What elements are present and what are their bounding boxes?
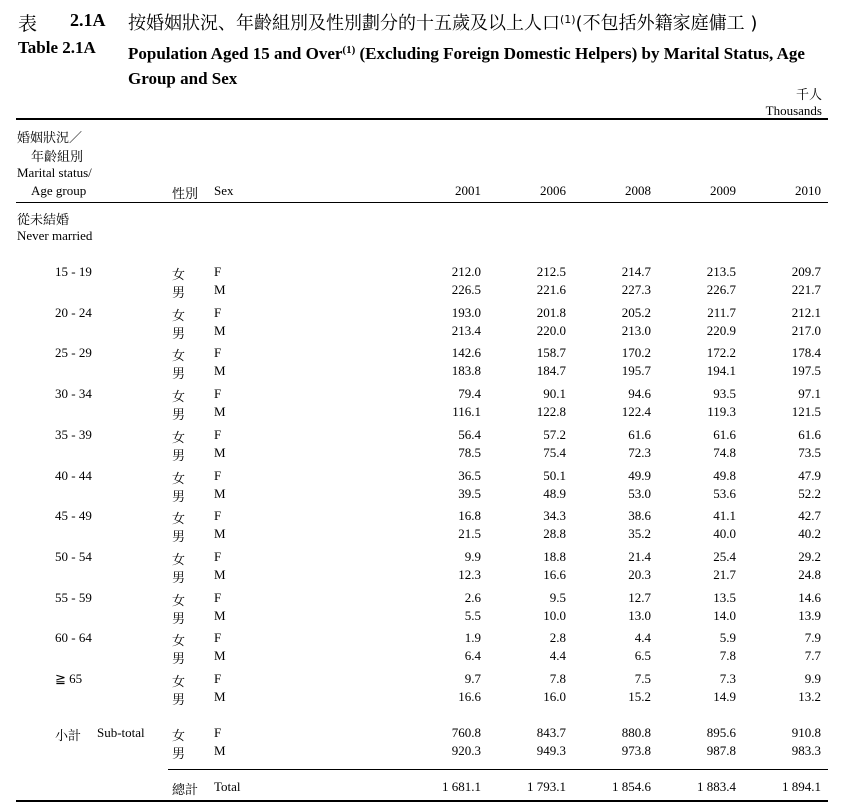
value-cell-f: 16.8 xyxy=(458,508,481,523)
age-group-label: 50 - 54 xyxy=(55,549,92,564)
value-cell-f: 212.5 xyxy=(536,264,566,279)
subtotal-sex-m-zh: 男 xyxy=(172,747,186,762)
sex-label-m-en: M xyxy=(214,363,226,378)
subtotal-value-m: 983.3 xyxy=(791,743,821,758)
subtotal-value-f: 880.8 xyxy=(621,725,651,740)
sex-label-f-zh: 女 xyxy=(172,390,186,405)
value-cell-f: 4.4 xyxy=(634,630,651,645)
value-cell-f: 211.7 xyxy=(707,305,736,320)
value-cell-m: 13.9 xyxy=(798,608,821,623)
sex-label-m-en: M xyxy=(214,648,226,663)
sex-label-f-en: F xyxy=(214,386,222,401)
value-cell-f: 38.6 xyxy=(628,508,651,523)
subtotal-value-f: 760.8 xyxy=(451,725,481,740)
value-cell-m: 5.5 xyxy=(464,608,481,623)
value-cell-m: 74.8 xyxy=(713,445,736,460)
table-title-zh xyxy=(128,9,757,35)
unit-label-en: Thousands xyxy=(765,103,822,118)
header-col1-en-b: Age group xyxy=(31,183,87,198)
year-header-2010: 2010 xyxy=(795,183,821,198)
value-cell-f: 56.4 xyxy=(458,427,481,442)
value-cell-m: 183.8 xyxy=(451,363,481,378)
total-rule xyxy=(168,769,828,770)
value-cell-m: 4.4 xyxy=(549,648,566,663)
sex-label-m-en: M xyxy=(214,404,226,419)
unit-label-zh: 千人 xyxy=(795,88,822,103)
value-cell-f: 14.6 xyxy=(798,590,821,605)
subtotal-value-m: 973.8 xyxy=(621,743,651,758)
table-number-zh: 2.1A xyxy=(70,10,106,30)
value-cell-f: 18.8 xyxy=(543,549,566,564)
value-cell-f: 41.1 xyxy=(713,508,736,523)
value-cell-f: 201.8 xyxy=(536,305,566,320)
value-cell-m: 78.5 xyxy=(458,445,481,460)
value-cell-m: 21.7 xyxy=(713,567,736,582)
subtotal-sex-f-en: F xyxy=(214,725,222,740)
value-cell-m: 40.0 xyxy=(713,526,736,541)
sex-label-m-en: M xyxy=(214,323,226,338)
value-cell-m: 53.6 xyxy=(713,486,736,501)
value-cell-m: 221.7 xyxy=(791,282,821,297)
value-cell-m: 213.0 xyxy=(621,323,651,338)
value-cell-m: 12.3 xyxy=(458,567,481,582)
value-cell-f: 93.5 xyxy=(713,386,736,401)
sex-label-m-en: M xyxy=(214,486,226,501)
sex-label-f-en: F xyxy=(214,590,222,605)
sex-label-f-en: F xyxy=(214,508,222,523)
sex-label-f-en: F xyxy=(214,468,222,483)
sex-label-f-zh: 女 xyxy=(172,512,186,527)
sex-label-m-en: M xyxy=(214,608,226,623)
sex-label-f-zh: 女 xyxy=(172,553,186,568)
sex-label-f-zh: 女 xyxy=(172,349,186,364)
value-cell-m: 194.1 xyxy=(706,363,736,378)
subtotal-value-f: 895.6 xyxy=(706,725,736,740)
table-title-en xyxy=(128,38,828,91)
note-ref-zh: (1) xyxy=(560,13,576,26)
value-cell-f: 50.1 xyxy=(543,468,566,483)
value-cell-m: 72.3 xyxy=(628,445,651,460)
value-cell-m: 221.6 xyxy=(536,282,566,297)
value-cell-m: 73.5 xyxy=(798,445,821,460)
value-cell-f: 49.8 xyxy=(713,468,736,483)
value-cell-f: 9.7 xyxy=(464,671,481,686)
value-cell-f: 172.2 xyxy=(706,345,736,360)
sex-label-m-zh: 男 xyxy=(172,367,186,382)
header-col1-zh-b: 年齡組別 xyxy=(31,150,84,165)
age-group-label: 45 - 49 xyxy=(55,508,92,523)
sex-label-m-zh: 男 xyxy=(172,490,186,505)
value-cell-f: 212.0 xyxy=(451,264,481,279)
value-cell-m: 7.8 xyxy=(719,648,736,663)
subtotal-value-m: 920.3 xyxy=(451,743,481,758)
year-header-2008: 2008 xyxy=(625,183,651,198)
value-cell-m: 53.0 xyxy=(628,486,651,501)
subtotal-label-en: Sub-total xyxy=(97,725,145,740)
subtotal-sex-m-en: M xyxy=(214,743,226,758)
value-cell-m: 116.1 xyxy=(452,404,481,419)
value-cell-m: 119.3 xyxy=(707,404,736,419)
value-cell-f: 205.2 xyxy=(621,305,651,320)
header-col1-en-a: Marital status/ xyxy=(17,165,92,180)
title-zh-text: 按婚姻狀況、年齡組別及性別劃分的十五歲及以上人口 xyxy=(128,13,560,34)
value-cell-m: 184.7 xyxy=(536,363,566,378)
value-cell-m: 24.8 xyxy=(798,567,821,582)
total-value: 1 894.1 xyxy=(782,779,821,794)
sex-label-f-en: F xyxy=(214,630,222,645)
sex-label-f-zh: 女 xyxy=(172,309,186,324)
value-cell-f: 57.2 xyxy=(543,427,566,442)
sex-label-m-zh: 男 xyxy=(172,612,186,627)
value-cell-m: 75.4 xyxy=(543,445,566,460)
sex-label-f-zh: 女 xyxy=(172,472,186,487)
value-cell-f: 61.6 xyxy=(713,427,736,442)
value-cell-m: 121.5 xyxy=(791,404,821,419)
value-cell-f: 170.2 xyxy=(621,345,651,360)
value-cell-f: 25.4 xyxy=(713,549,736,564)
value-cell-f: 158.7 xyxy=(536,345,566,360)
age-group-label: ≧ 65 xyxy=(55,671,83,686)
value-cell-m: 39.5 xyxy=(458,486,481,501)
value-cell-m: 226.7 xyxy=(706,282,736,297)
total-label-zh: 總計 xyxy=(172,783,199,798)
value-cell-f: 7.9 xyxy=(804,630,821,645)
subtotal-sex-f-zh: 女 xyxy=(172,729,186,744)
value-cell-m: 20.3 xyxy=(628,567,651,582)
value-cell-m: 10.0 xyxy=(543,608,566,623)
sex-label-m-en: M xyxy=(214,282,226,297)
title-zh-tail: (不包括外籍家庭傭工 ) xyxy=(575,13,758,34)
total-label-en: Total xyxy=(214,779,241,794)
value-cell-m: 226.5 xyxy=(451,282,481,297)
section-label-zh: 從未結婚 xyxy=(17,213,70,228)
age-group-label: 30 - 34 xyxy=(55,386,92,401)
age-group-label: 60 - 64 xyxy=(55,630,92,645)
sex-label-m-zh: 男 xyxy=(172,327,186,342)
year-header-2009: 2009 xyxy=(710,183,736,198)
value-cell-m: 7.7 xyxy=(804,648,821,663)
title-en-text: Population Aged 15 and Over xyxy=(128,44,343,63)
year-header-2006: 2006 xyxy=(540,183,566,198)
value-cell-m: 35.2 xyxy=(628,526,651,541)
title-en-tail: (Excluding Foreign Domestic Helpers) by Marital Status, Age Group and Sex xyxy=(128,44,805,88)
value-cell-m: 16.6 xyxy=(543,567,566,582)
value-cell-m: 14.0 xyxy=(713,608,736,623)
age-group-label: 40 - 44 xyxy=(55,468,92,483)
sex-label-f-en: F xyxy=(214,305,222,320)
year-header-2001: 2001 xyxy=(455,183,481,198)
value-cell-f: 97.1 xyxy=(798,386,821,401)
value-cell-f: 9.5 xyxy=(549,590,566,605)
subtotal-value-m: 987.8 xyxy=(706,743,736,758)
value-cell-f: 94.6 xyxy=(628,386,651,401)
sex-label-m-zh: 男 xyxy=(172,652,186,667)
value-cell-m: 14.9 xyxy=(713,689,736,704)
subtotal-label-zh: 小計 xyxy=(55,729,82,744)
total-value: 1 883.4 xyxy=(697,779,736,794)
value-cell-m: 16.0 xyxy=(543,689,566,704)
value-cell-f: 2.6 xyxy=(464,590,481,605)
value-cell-m: 122.4 xyxy=(621,404,651,419)
value-cell-m: 220.0 xyxy=(536,323,566,338)
top-rule xyxy=(16,118,828,120)
sex-label-m-zh: 男 xyxy=(172,286,186,301)
sex-label-f-zh: 女 xyxy=(172,594,186,609)
section-label-en: Never married xyxy=(17,228,93,243)
value-cell-f: 9.9 xyxy=(804,671,821,686)
sex-label-f-zh: 女 xyxy=(172,431,186,446)
value-cell-f: 90.1 xyxy=(543,386,566,401)
subtotal-value-f: 843.7 xyxy=(536,725,566,740)
sex-label-f-en: F xyxy=(214,264,222,279)
value-cell-f: 34.3 xyxy=(543,508,566,523)
value-cell-m: 217.0 xyxy=(791,323,821,338)
age-group-label: 55 - 59 xyxy=(55,590,92,605)
sex-label-m-en: M xyxy=(214,567,226,582)
value-cell-m: 13.2 xyxy=(798,689,821,704)
value-cell-f: 2.8 xyxy=(549,630,566,645)
total-value: 1 793.1 xyxy=(527,779,566,794)
value-cell-f: 7.5 xyxy=(634,671,651,686)
sex-label-f-zh: 女 xyxy=(172,634,186,649)
value-cell-f: 12.7 xyxy=(628,590,651,605)
sex-label-m-en: M xyxy=(214,689,226,704)
value-cell-m: 40.2 xyxy=(798,526,821,541)
value-cell-m: 13.0 xyxy=(628,608,651,623)
age-group-label: 15 - 19 xyxy=(55,264,92,279)
sex-label-f-en: F xyxy=(214,549,222,564)
value-cell-m: 195.7 xyxy=(621,363,651,378)
value-cell-m: 220.9 xyxy=(706,323,736,338)
bottom-rule xyxy=(16,800,828,802)
value-cell-m: 197.5 xyxy=(791,363,821,378)
value-cell-f: 61.6 xyxy=(798,427,821,442)
note-ref-en: (1) xyxy=(342,44,356,56)
value-cell-f: 193.0 xyxy=(451,305,481,320)
value-cell-m: 52.2 xyxy=(798,486,821,501)
subtotal-value-m: 949.3 xyxy=(536,743,566,758)
value-cell-f: 21.4 xyxy=(628,549,651,564)
value-cell-f: 49.9 xyxy=(628,468,651,483)
value-cell-m: 213.4 xyxy=(451,323,481,338)
sex-label-m-zh: 男 xyxy=(172,693,186,708)
value-cell-m: 6.5 xyxy=(634,648,651,663)
value-cell-f: 29.2 xyxy=(798,549,821,564)
value-cell-f: 1.9 xyxy=(464,630,481,645)
sex-label-f-zh: 女 xyxy=(172,675,186,690)
value-cell-f: 61.6 xyxy=(628,427,651,442)
value-cell-f: 7.3 xyxy=(719,671,736,686)
table-label-en: Table 2.1A xyxy=(18,38,96,57)
value-cell-f: 5.9 xyxy=(719,630,736,645)
table-label-zh: 表 xyxy=(18,13,38,35)
header-col1-zh-a: 婚姻狀況／ xyxy=(17,131,83,146)
value-cell-f: 142.6 xyxy=(451,345,481,360)
value-cell-m: 6.4 xyxy=(464,648,481,663)
value-cell-m: 28.8 xyxy=(543,526,566,541)
sex-label-m-zh: 男 xyxy=(172,449,186,464)
value-cell-f: 214.7 xyxy=(621,264,651,279)
value-cell-f: 178.4 xyxy=(791,345,821,360)
age-group-label: 20 - 24 xyxy=(55,305,92,320)
sex-label-m-zh: 男 xyxy=(172,408,186,423)
value-cell-f: 7.8 xyxy=(549,671,566,686)
sex-label-m-en: M xyxy=(214,445,226,460)
sex-label-f-zh: 女 xyxy=(172,268,186,283)
header-rule xyxy=(16,202,828,203)
value-cell-f: 9.9 xyxy=(464,549,481,564)
sex-label-m-zh: 男 xyxy=(172,530,186,545)
value-cell-f: 42.7 xyxy=(798,508,821,523)
age-group-label: 35 - 39 xyxy=(55,427,92,442)
sex-label-f-en: F xyxy=(214,345,222,360)
value-cell-f: 212.1 xyxy=(791,305,821,320)
value-cell-m: 21.5 xyxy=(458,526,481,541)
value-cell-m: 15.2 xyxy=(628,689,651,704)
sex-label-f-en: F xyxy=(214,427,222,442)
header-sex-en: Sex xyxy=(214,183,234,198)
value-cell-m: 122.8 xyxy=(536,404,566,419)
value-cell-m: 16.6 xyxy=(458,689,481,704)
header-sex-zh: 性別 xyxy=(172,187,199,202)
value-cell-f: 36.5 xyxy=(458,468,481,483)
value-cell-f: 209.7 xyxy=(791,264,821,279)
age-group-label: 25 - 29 xyxy=(55,345,92,360)
total-value: 1 681.1 xyxy=(442,779,481,794)
value-cell-m: 227.3 xyxy=(621,282,651,297)
total-value: 1 854.6 xyxy=(612,779,651,794)
sex-label-f-en: F xyxy=(214,671,222,686)
value-cell-f: 13.5 xyxy=(713,590,736,605)
subtotal-value-f: 910.8 xyxy=(791,725,821,740)
sex-label-m-zh: 男 xyxy=(172,571,186,586)
value-cell-f: 47.9 xyxy=(798,468,821,483)
sex-label-m-en: M xyxy=(214,526,226,541)
value-cell-m: 48.9 xyxy=(543,486,566,501)
value-cell-f: 213.5 xyxy=(706,264,736,279)
value-cell-f: 79.4 xyxy=(458,386,481,401)
